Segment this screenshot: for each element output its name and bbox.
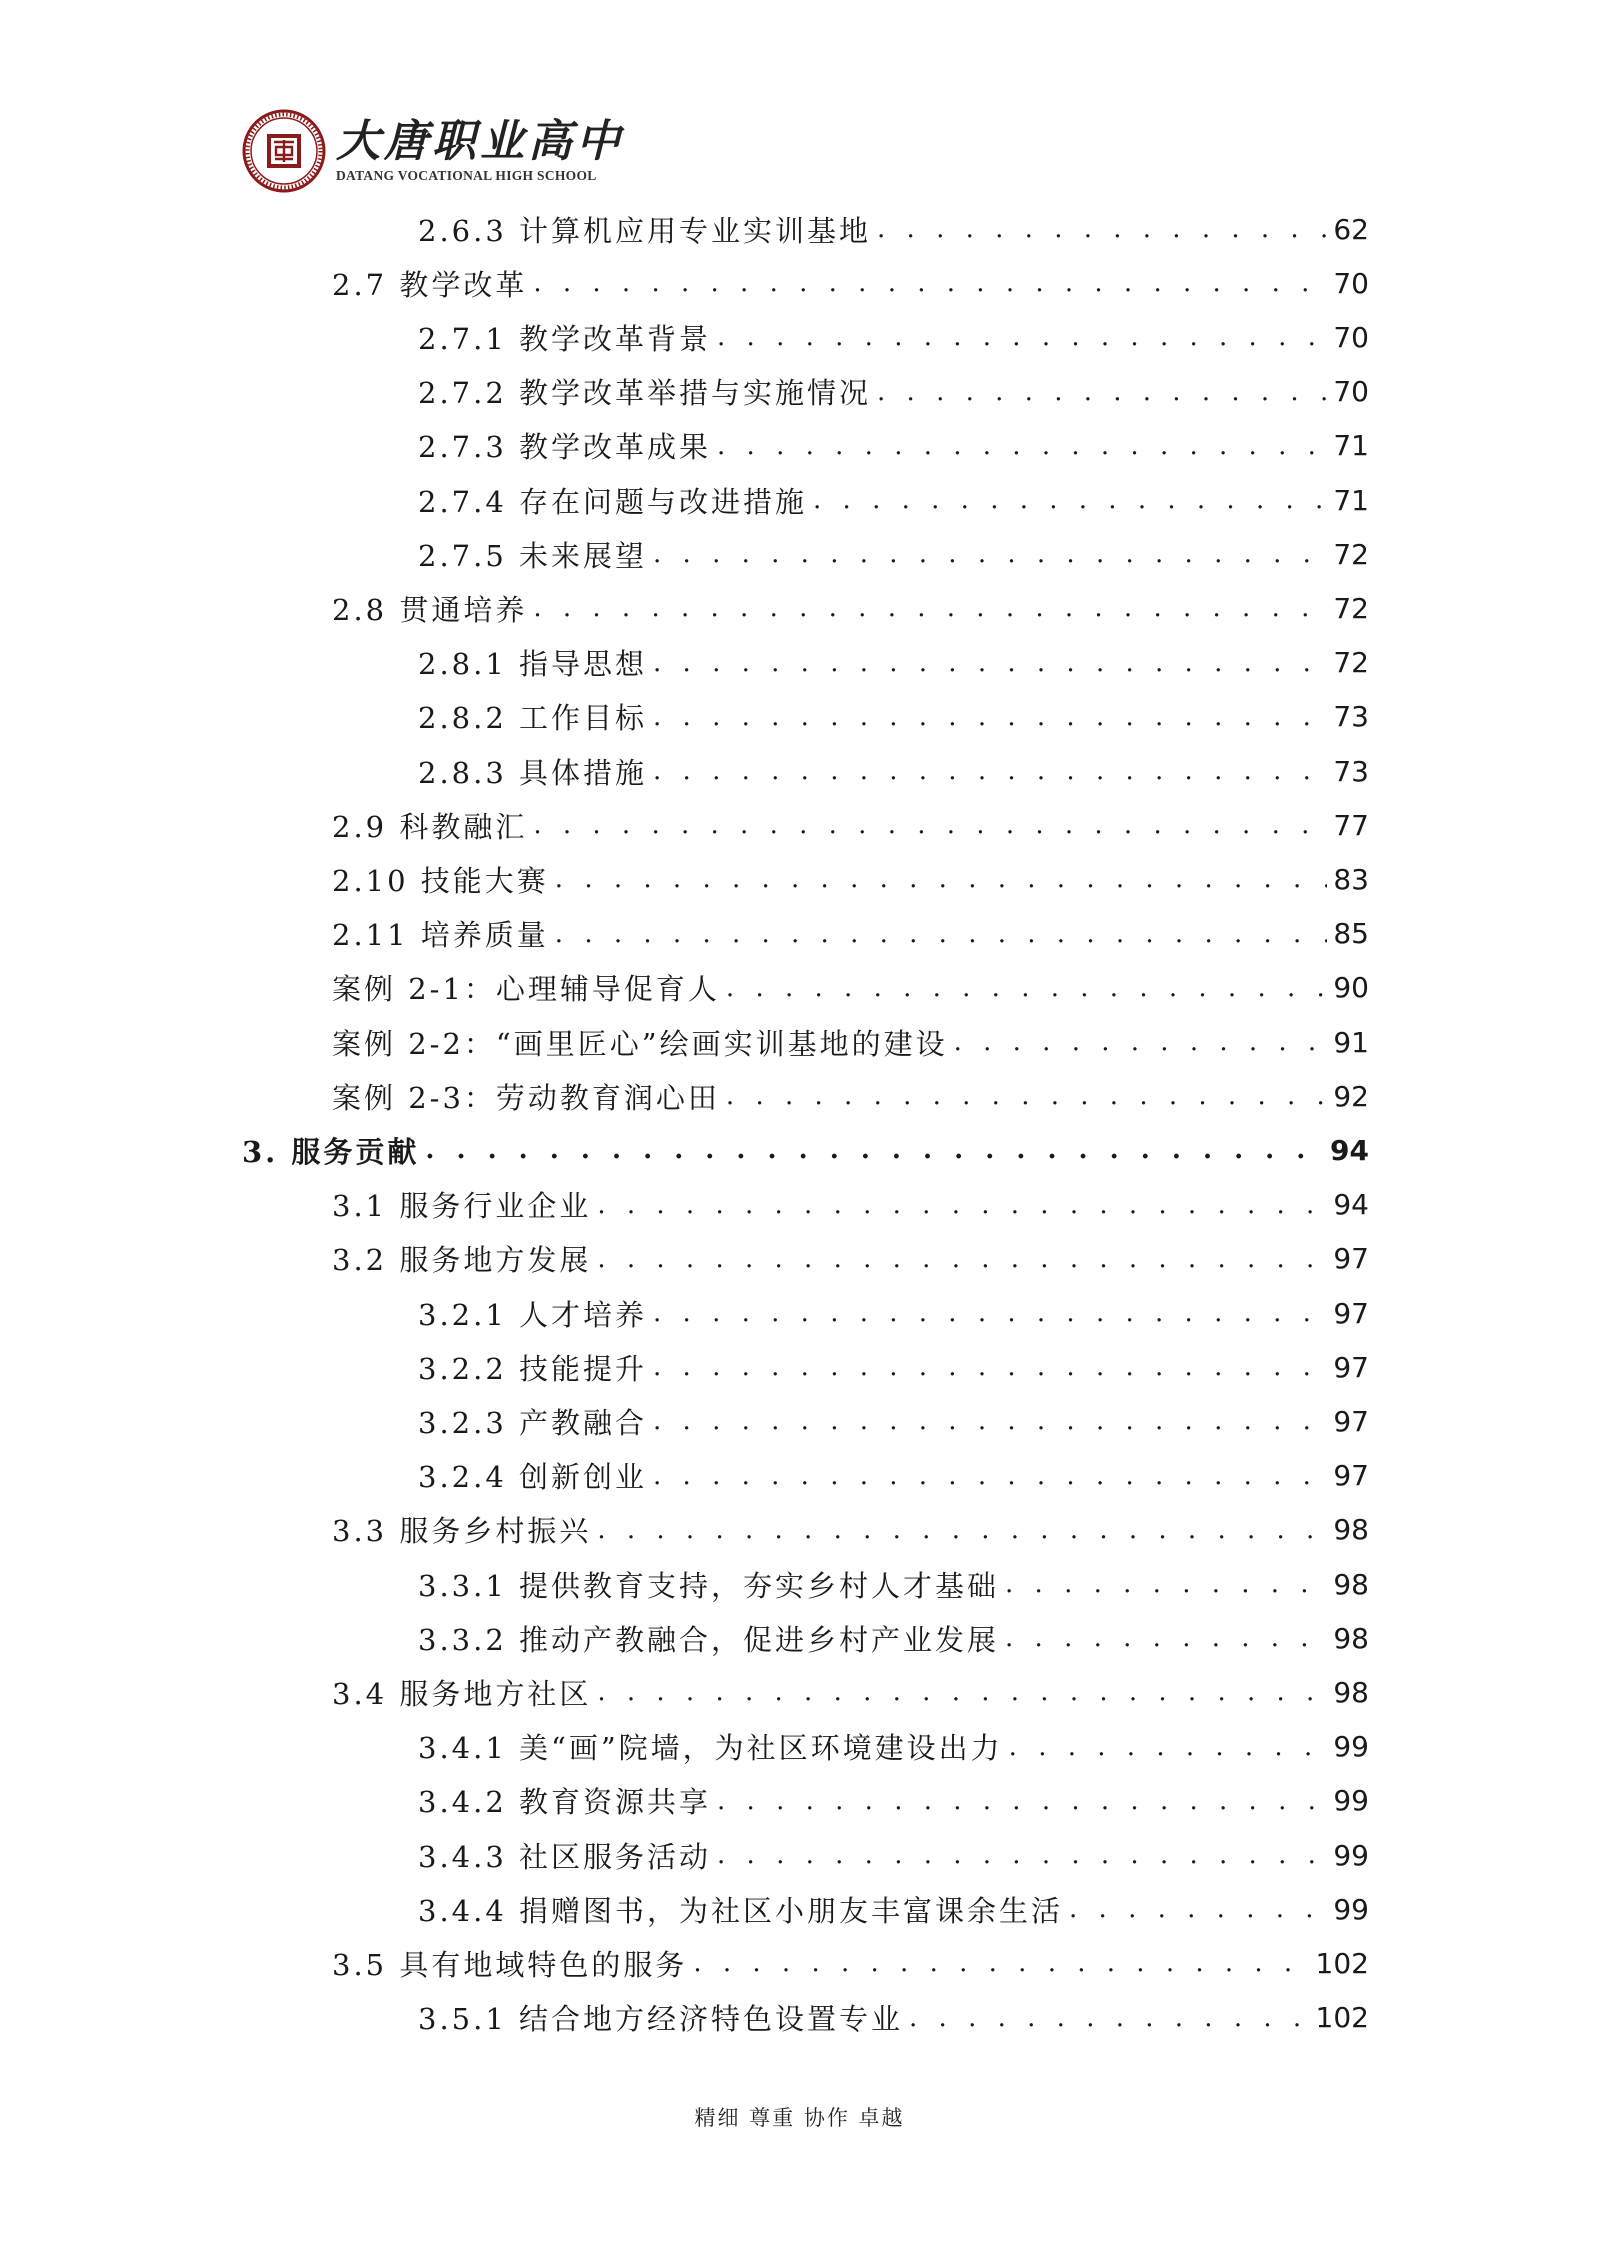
toc-leader-dots (425, 1135, 1324, 1165)
page-header (242, 110, 624, 192)
toc-entry[interactable] (332, 961, 1369, 1015)
toc-leader-dots (726, 973, 1327, 1003)
toc-entry-title: 2.7.2 教学改革举措与实施情况 (418, 376, 872, 411)
toc-leader-dots (533, 810, 1327, 840)
toc-entry-title: 案例 2-1：心理辅导促育人 (332, 972, 720, 1007)
toc-entry-title: 2.6.3 计算机应用专业实训基地 (418, 213, 872, 248)
toc-leader-dots (813, 485, 1327, 515)
toc-entry-page: 99 (1333, 1892, 1369, 1926)
toc-leader-dots (717, 431, 1327, 461)
toc-entry-title: 3.4.1 美“画”院墙，为社区环境建设出力 (418, 1731, 1003, 1766)
toc-entry-page: 94 (1330, 1133, 1369, 1167)
toc-entry-page: 99 (1333, 1730, 1369, 1764)
toc-entry-title: 2.7.1 教学改革背景 (418, 321, 712, 356)
toc-leader-dots (653, 1352, 1327, 1382)
toc-leader-dots (726, 1081, 1327, 1111)
footer-motto: 精细 尊重 协作 卓越 (694, 2106, 905, 2130)
toc-entry-page: 70 (1333, 375, 1369, 409)
toc-entry[interactable] (418, 1882, 1369, 1936)
toc-entry-title: 2.10 技能大赛 (332, 863, 549, 898)
toc-entry[interactable] (418, 202, 1369, 256)
toc-entry-page: 77 (1333, 808, 1369, 842)
toc-entry[interactable] (332, 581, 1369, 635)
toc-leader-dots (597, 1515, 1327, 1545)
toc-entry-title: 3.5 具有地域特色的服务 (332, 1947, 688, 1982)
toc-leader-dots (717, 322, 1327, 352)
toc-entry[interactable] (332, 852, 1369, 906)
toc-entry-page: 97 (1333, 1350, 1369, 1384)
toc-leader-dots (597, 1244, 1327, 1274)
toc-leader-dots (653, 756, 1327, 786)
toc-entry[interactable] (418, 527, 1369, 581)
toc-entry-title: 2.8.2 工作目标 (418, 701, 648, 736)
school-brand (336, 118, 624, 184)
toc-leader-dots (909, 2003, 1310, 2033)
toc-leader-dots (597, 1677, 1327, 1707)
toc-entry-page: 99 (1333, 1784, 1369, 1818)
toc-leader-dots (1005, 1623, 1327, 1653)
toc-leader-dots (555, 864, 1328, 894)
toc-entry-title: 2.8 贯通培养 (332, 592, 528, 627)
toc-entry[interactable] (418, 1828, 1369, 1882)
toc-entry-title: 2.9 科教融汇 (332, 809, 528, 844)
toc-entry[interactable] (418, 1286, 1369, 1340)
toc-entry-page: 98 (1333, 1513, 1369, 1547)
toc-leader-dots (717, 1786, 1327, 1816)
toc-entry[interactable] (418, 1720, 1369, 1774)
toc-entry[interactable] (418, 419, 1369, 473)
toc-entry[interactable] (418, 310, 1369, 364)
toc-entry[interactable] (332, 1015, 1369, 1069)
toc-entry-page: 102 (1315, 2001, 1369, 2035)
toc-leader-dots (877, 214, 1327, 244)
toc-leader-dots (717, 1840, 1327, 1870)
toc-entry-page: 98 (1333, 1621, 1369, 1655)
toc-entry-title: 2.7.4 存在问题与改进措施 (418, 484, 808, 519)
toc-entry[interactable] (418, 1449, 1369, 1503)
toc-entry-title: 3.2.4 创新创业 (418, 1460, 648, 1495)
toc-entry[interactable] (418, 636, 1369, 690)
toc-entry[interactable] (332, 1069, 1369, 1123)
school-name-en: DATANG VOCATIONAL HIGH SCHOOL (336, 168, 597, 183)
toc-leader-dots (653, 1298, 1327, 1328)
toc-entry-title: 案例 2-3：劳动教育润心田 (332, 1080, 720, 1115)
toc-entry-page: 97 (1333, 1404, 1369, 1438)
toc-leader-dots (693, 1948, 1309, 1978)
school-name-cn: 大唐职业高中 (336, 116, 624, 167)
toc-entry-title: 2.7.3 教学改革成果 (418, 430, 712, 465)
toc-entry-page: 72 (1333, 591, 1369, 625)
toc-entry-page: 71 (1333, 483, 1369, 517)
toc-entry-title: 3.2.2 技能提升 (418, 1351, 648, 1386)
toc-entry-title: 3.4.3 社区服务活动 (418, 1839, 712, 1874)
toc-entry-page: 72 (1333, 646, 1369, 680)
toc-entry[interactable] (418, 1394, 1369, 1448)
toc-leader-dots (1009, 1732, 1328, 1762)
toc-entry[interactable] (418, 365, 1369, 419)
toc-entry[interactable] (332, 798, 1369, 852)
toc-entry-title: 3.2 服务地方发展 (332, 1243, 592, 1278)
toc-entry-page: 102 (1315, 1946, 1369, 1980)
toc-entry[interactable] (418, 1991, 1369, 2045)
school-seal-logo (242, 109, 326, 193)
toc-entry[interactable] (418, 1340, 1369, 1394)
toc-entry-title: 2.11 培养质量 (332, 918, 549, 953)
toc-leader-dots (533, 268, 1327, 298)
toc-entry-title: 案例 2-2：“画里匠心”绘画实训基地的建设 (332, 1026, 948, 1061)
toc-leader-dots (1069, 1894, 1327, 1924)
toc-entry[interactable] (332, 256, 1369, 310)
toc-entry[interactable] (332, 1178, 1369, 1232)
toc-entry-page: 71 (1333, 429, 1369, 463)
toc-entry[interactable] (418, 744, 1369, 798)
toc-entry-page: 98 (1333, 1567, 1369, 1601)
toc-leader-dots (653, 702, 1327, 732)
toc-leader-dots (653, 1461, 1327, 1491)
toc-entry-title: 2.8.3 具体措施 (418, 755, 648, 790)
toc-leader-dots (877, 377, 1327, 407)
toc-entry-page: 97 (1333, 1459, 1369, 1493)
toc-leader-dots (653, 1406, 1327, 1436)
toc-entry-title: 2.8.1 指导思想 (418, 647, 648, 682)
toc-entry-page: 70 (1333, 266, 1369, 300)
toc-entry-page: 98 (1333, 1675, 1369, 1709)
toc-entry-page: 73 (1333, 754, 1369, 788)
toc-entry-page: 97 (1333, 1242, 1369, 1276)
toc-entry[interactable] (332, 1665, 1369, 1719)
toc-entry-page: 90 (1333, 971, 1369, 1005)
toc-entry[interactable] (418, 473, 1369, 527)
toc-entry-title: 3.4.4 捐赠图书，为社区小朋友丰富课余生活 (418, 1893, 1064, 1928)
toc-entry-title: 2.7.5 未来展望 (418, 538, 648, 573)
toc-entry[interactable] (418, 1557, 1369, 1611)
toc-entry[interactable] (332, 1936, 1369, 1990)
toc-leader-dots (555, 919, 1328, 949)
toc-entry-title: 3.1 服务行业企业 (332, 1189, 592, 1224)
toc-entry[interactable] (418, 690, 1369, 744)
toc-entry-page: 70 (1333, 320, 1369, 354)
toc-entry[interactable] (242, 1123, 1369, 1177)
toc-leader-dots (954, 1027, 1328, 1057)
toc-entry-page: 85 (1333, 917, 1369, 951)
toc-entry-page: 62 (1333, 212, 1369, 246)
toc-entry-page: 73 (1333, 700, 1369, 734)
toc-entry[interactable] (332, 907, 1369, 961)
toc-entry-title: 3.5.1 结合地方经济特色设置专业 (418, 2002, 904, 2037)
toc-entry[interactable] (418, 1611, 1369, 1665)
toc-leader-dots (653, 539, 1327, 569)
toc-entry-title: 3.4.2 教育资源共享 (418, 1785, 712, 1820)
toc-entry-title: 3.4 服务地方社区 (332, 1676, 592, 1711)
toc-entry-title: 3.3.2 推动产教融合，促进乡村产业发展 (418, 1622, 1000, 1657)
toc-entry[interactable] (332, 1232, 1369, 1286)
toc-entry-title: 3.3 服务乡村振兴 (332, 1514, 592, 1549)
toc-entry-title: 3. 服务贡献 (242, 1134, 420, 1169)
toc-leader-dots (653, 648, 1327, 678)
toc-entry-page: 91 (1333, 1025, 1369, 1059)
toc-leader-dots (533, 593, 1327, 623)
toc-entry-page: 92 (1333, 1079, 1369, 1113)
toc-entry-title: 3.2.1 人才培养 (418, 1297, 648, 1332)
toc-entry-title: 3.3.1 提供教育支持，夯实乡村人才基础 (418, 1568, 1000, 1603)
toc-entry-title: 3.2.3 产教融合 (418, 1405, 648, 1440)
toc-entry-page: 99 (1333, 1838, 1369, 1872)
toc-entry-title: 2.7 教学改革 (332, 267, 528, 302)
toc-entry-page: 97 (1333, 1296, 1369, 1330)
toc-entry-page: 94 (1333, 1188, 1369, 1222)
toc-entry-page: 72 (1333, 537, 1369, 571)
toc-entry[interactable] (418, 1774, 1369, 1828)
toc-leader-dots (597, 1190, 1327, 1220)
toc-leader-dots (1005, 1569, 1327, 1599)
toc-entry-page: 83 (1333, 862, 1369, 896)
toc-entry[interactable] (332, 1503, 1369, 1557)
